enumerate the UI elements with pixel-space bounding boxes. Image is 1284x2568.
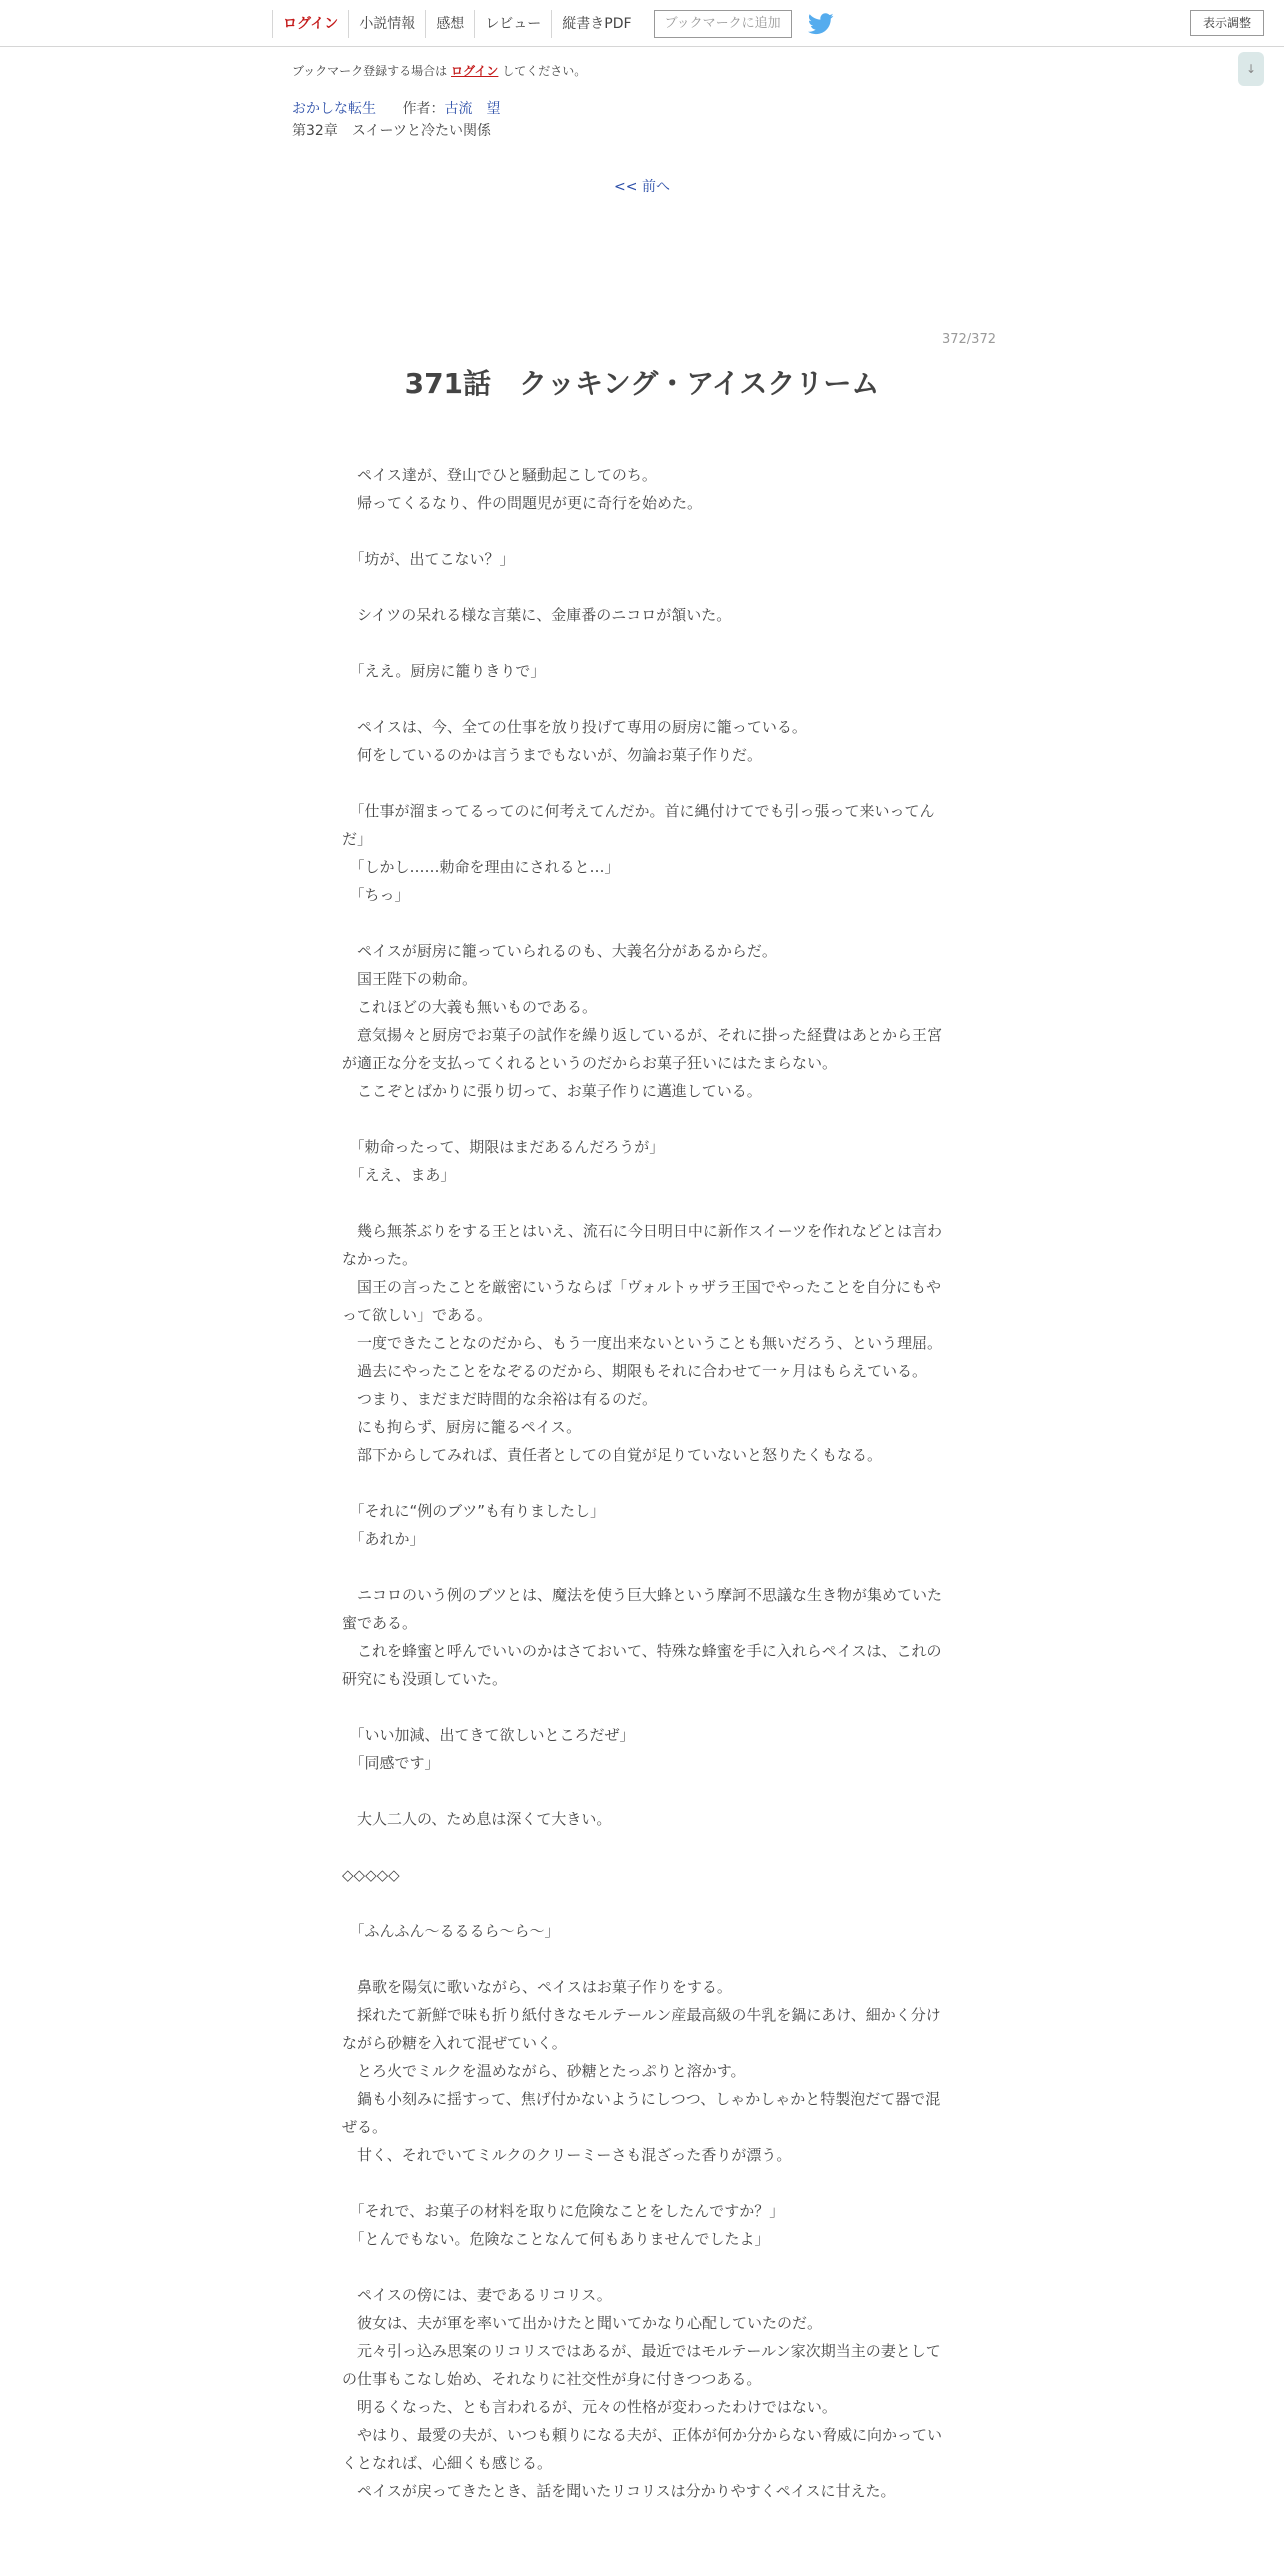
body-paragraph: ◇◇◇◇◇ bbox=[342, 1866, 400, 1884]
blank-line bbox=[342, 1469, 942, 1497]
author-label: 作者： bbox=[402, 101, 445, 117]
episode-counter: 372/372 bbox=[941, 332, 996, 347]
nav-login[interactable]: ログイン bbox=[272, 10, 348, 38]
notice-text-after: してください。 bbox=[502, 64, 587, 78]
prev-page-link[interactable]: << 前へ bbox=[614, 179, 670, 195]
blank-line bbox=[342, 1777, 942, 1805]
blank-line bbox=[342, 2169, 942, 2197]
blank-line bbox=[342, 517, 942, 545]
blank-line bbox=[342, 1693, 942, 1721]
body-paragraph: 「同感です」 bbox=[342, 1754, 440, 1772]
top-navigation-bar bbox=[0, 0, 1284, 47]
body-paragraph: 「それで、お菓子の材料を取りに危険なことをしたんですか？」 bbox=[342, 2202, 785, 2220]
blank-line bbox=[342, 573, 942, 601]
body-paragraph: ペイス達が、登山でひと騒動起こしてのち。 bbox=[342, 466, 657, 484]
body-paragraph: これほどの大義も無いものである。 bbox=[342, 998, 598, 1016]
blank-line bbox=[342, 1105, 942, 1133]
body-paragraph: ペイスが戻ってきたとき、話を聞いたリコリスは分かりやすくペイスに甘えた。 bbox=[342, 2482, 896, 2500]
blank-line bbox=[342, 1189, 942, 1217]
twitter-bird-icon[interactable] bbox=[808, 13, 834, 35]
blank-line bbox=[342, 1553, 942, 1581]
add-bookmark-button[interactable]: ブックマークに追加 bbox=[654, 10, 792, 38]
nav-review[interactable]: レビュー bbox=[474, 10, 551, 38]
author-link[interactable]: 古流 望 bbox=[444, 101, 501, 117]
main-nav bbox=[272, 10, 834, 38]
body-paragraph: とろ火でミルクを温めながら、砂糖とたっぷりと溶かす。 bbox=[342, 2062, 746, 2080]
blank-line bbox=[342, 1833, 942, 1861]
body-paragraph: 「とんでもない。危険なことなんて何もありませんでしたよ」 bbox=[342, 2230, 770, 2248]
body-paragraph: 「ええ。厨房に籠りきりで」 bbox=[342, 662, 546, 680]
notice-login-link[interactable]: ログイン bbox=[451, 64, 499, 78]
body-paragraph: 国王の言ったことを厳密にいうならば「ヴォルトゥザラ王国でやったことを自分にもやって欲しい」である。 bbox=[342, 1278, 942, 1324]
nav-impressions[interactable]: 感想 bbox=[425, 10, 474, 38]
body-paragraph: 元々引っ込み思案のリコリスではあるが、最近ではモルテールン家次期当主の妻としての仕事もこなし始め、それなりに社交性が身に付きつつある。 bbox=[342, 2342, 941, 2388]
body-paragraph: 国王陛下の勅命。 bbox=[342, 970, 478, 988]
nav-novel-info[interactable]: 小説情報 bbox=[348, 10, 425, 38]
body-paragraph: 鼻歌を陽気に歌いながら、ペイスはお菓子作りをする。 bbox=[342, 1978, 732, 1996]
blank-line bbox=[342, 629, 942, 657]
body-paragraph: 過去にやったことをなぞるのだから、期限もそれに合わせて一ヶ月はもらえている。 bbox=[342, 1362, 928, 1380]
body-paragraph: 「それに“例のブツ”も有りましたし」 bbox=[342, 1502, 606, 1520]
body-paragraph: 明るくなった、とも言われるが、元々の性格が変わったわけではない。 bbox=[342, 2398, 837, 2416]
blank-line bbox=[342, 2253, 942, 2281]
body-paragraph: 甘く、それでいてミルクのクリーミーさも混ざった香りが漂う。 bbox=[342, 2146, 792, 2164]
body-paragraph: ペイスが厨房に籠っていられるのも、大義名分があるからだ。 bbox=[342, 942, 777, 960]
body-paragraph: 「あれか」 bbox=[342, 1530, 425, 1548]
body-paragraph: 「ええ、まあ」 bbox=[342, 1166, 456, 1184]
body-paragraph: 「勅命ったって、期限はまだあるんだろうが」 bbox=[342, 1138, 665, 1156]
episode-title: 371話 クッキング・アイスクリーム bbox=[404, 367, 880, 400]
body-paragraph: ペイスは、今、全ての仕事を放り投げて専用の厨房に籠っている。 bbox=[342, 718, 807, 736]
blank-line bbox=[342, 769, 942, 797]
body-paragraph: 「ふんふん～るるるら～ら～」 bbox=[342, 1922, 560, 1940]
body-paragraph: 意気揚々と厨房でお菓子の試作を繰り返しているが、それに掛った経費はあとから王宮が適正な分を支払ってくれるというのだからお菓子狂いにはたまらない。 bbox=[342, 1026, 943, 1072]
body-paragraph: 彼女は、夫が軍を率いて出かけたと聞いてかなり心配していたのだ。 bbox=[342, 2314, 823, 2332]
body-paragraph: やはり、最愛の夫が、いつも頼りになる夫が、正体が何か分からない脅威に向かっていくとなれば、心細くも感じる。 bbox=[342, 2426, 943, 2472]
body-paragraph: 「坊が、出てこない？」 bbox=[342, 550, 515, 568]
body-paragraph: 「仕事が溜まってるってのに何考えてんだか。首に縄付けてでも引っ張って来いってんだ」 bbox=[342, 802, 935, 848]
blank-line bbox=[342, 1889, 942, 1917]
blank-line bbox=[342, 685, 942, 713]
chapter-title: 第32章 スイーツと冷たい関係 bbox=[292, 123, 491, 139]
body-paragraph: 鍋も小刻みに揺すって、焦げ付かないようにしつつ、しゃかしゃかと特製泡だて器で混ぜる。 bbox=[342, 2090, 941, 2136]
novel-info bbox=[292, 98, 500, 118]
display-settings-button[interactable]: 表示調整 bbox=[1190, 10, 1264, 36]
body-paragraph: これを蜂蜜と呼んでいいのかはさておいて、特殊な蜂蜜を手に入れらペイスは、これの研究にも没頭していた。 bbox=[342, 1642, 942, 1688]
body-paragraph: 幾ら無茶ぶりをする王とはいえ、流石に今日明日中に新作スイーツを作れなどとは言わなかった。 bbox=[342, 1222, 943, 1268]
body-paragraph: ここぞとばかりに張り切って、お菓子作りに邁進している。 bbox=[342, 1082, 762, 1100]
body-paragraph: 採れたて新鮮で味も折り紙付きなモルテールン産最高級の牛乳を鍋にあけ、細かく分けながら砂糖を入れて混ぜていく。 bbox=[342, 2006, 941, 2052]
body-paragraph: 「ちっ」 bbox=[342, 886, 410, 904]
body-paragraph: 何をしているのかは言うまでもないが、勿論お菓子作りだ。 bbox=[342, 746, 763, 764]
blank-line bbox=[342, 1945, 942, 1973]
novel-body bbox=[342, 461, 942, 2505]
body-paragraph: 一度できたことなのだから、もう一度出来ないということも無いだろう、という理屈。 bbox=[342, 1334, 943, 1352]
notice-text-before: ブックマーク登録する場合は bbox=[292, 64, 448, 78]
body-paragraph: ニコロのいう例のブツとは、魔法を使う巨大蜂という摩訶不思議な生き物が集めていた蜜である。 bbox=[342, 1586, 943, 1632]
body-paragraph: シイツの呆れる様な言葉に、金庫番のニコロが頷いた。 bbox=[342, 606, 732, 624]
body-paragraph: 大人二人の、ため息は深くて大きい。 bbox=[342, 1810, 612, 1828]
nav-vertical-pdf[interactable]: 縦書きPDF bbox=[551, 10, 641, 38]
body-paragraph: 部下からしてみれば、責任者としての自覚が足りていないと怒りたくもなる。 bbox=[342, 1446, 883, 1464]
body-paragraph: にも拘らず、厨房に籠るペイス。 bbox=[342, 1418, 582, 1436]
body-paragraph: ペイスの傍には、妻であるリコリス。 bbox=[342, 2286, 612, 2304]
scroll-down-button[interactable]: ↓ bbox=[1238, 52, 1264, 86]
body-paragraph: 「しかし……勅命を理由にされると…」 bbox=[342, 858, 620, 876]
body-paragraph: 「いい加減、出てきて欲しいところだぜ」 bbox=[342, 1726, 635, 1744]
blank-line bbox=[342, 909, 942, 937]
bookmark-login-notice bbox=[292, 62, 586, 79]
body-paragraph: つまり、まだまだ時間的な余裕は有るのだ。 bbox=[342, 1390, 658, 1408]
body-paragraph: 帰ってくるなり、件の問題児が更に奇行を始めた。 bbox=[342, 494, 703, 512]
novel-title-link[interactable]: おかしな転生 bbox=[292, 101, 376, 117]
